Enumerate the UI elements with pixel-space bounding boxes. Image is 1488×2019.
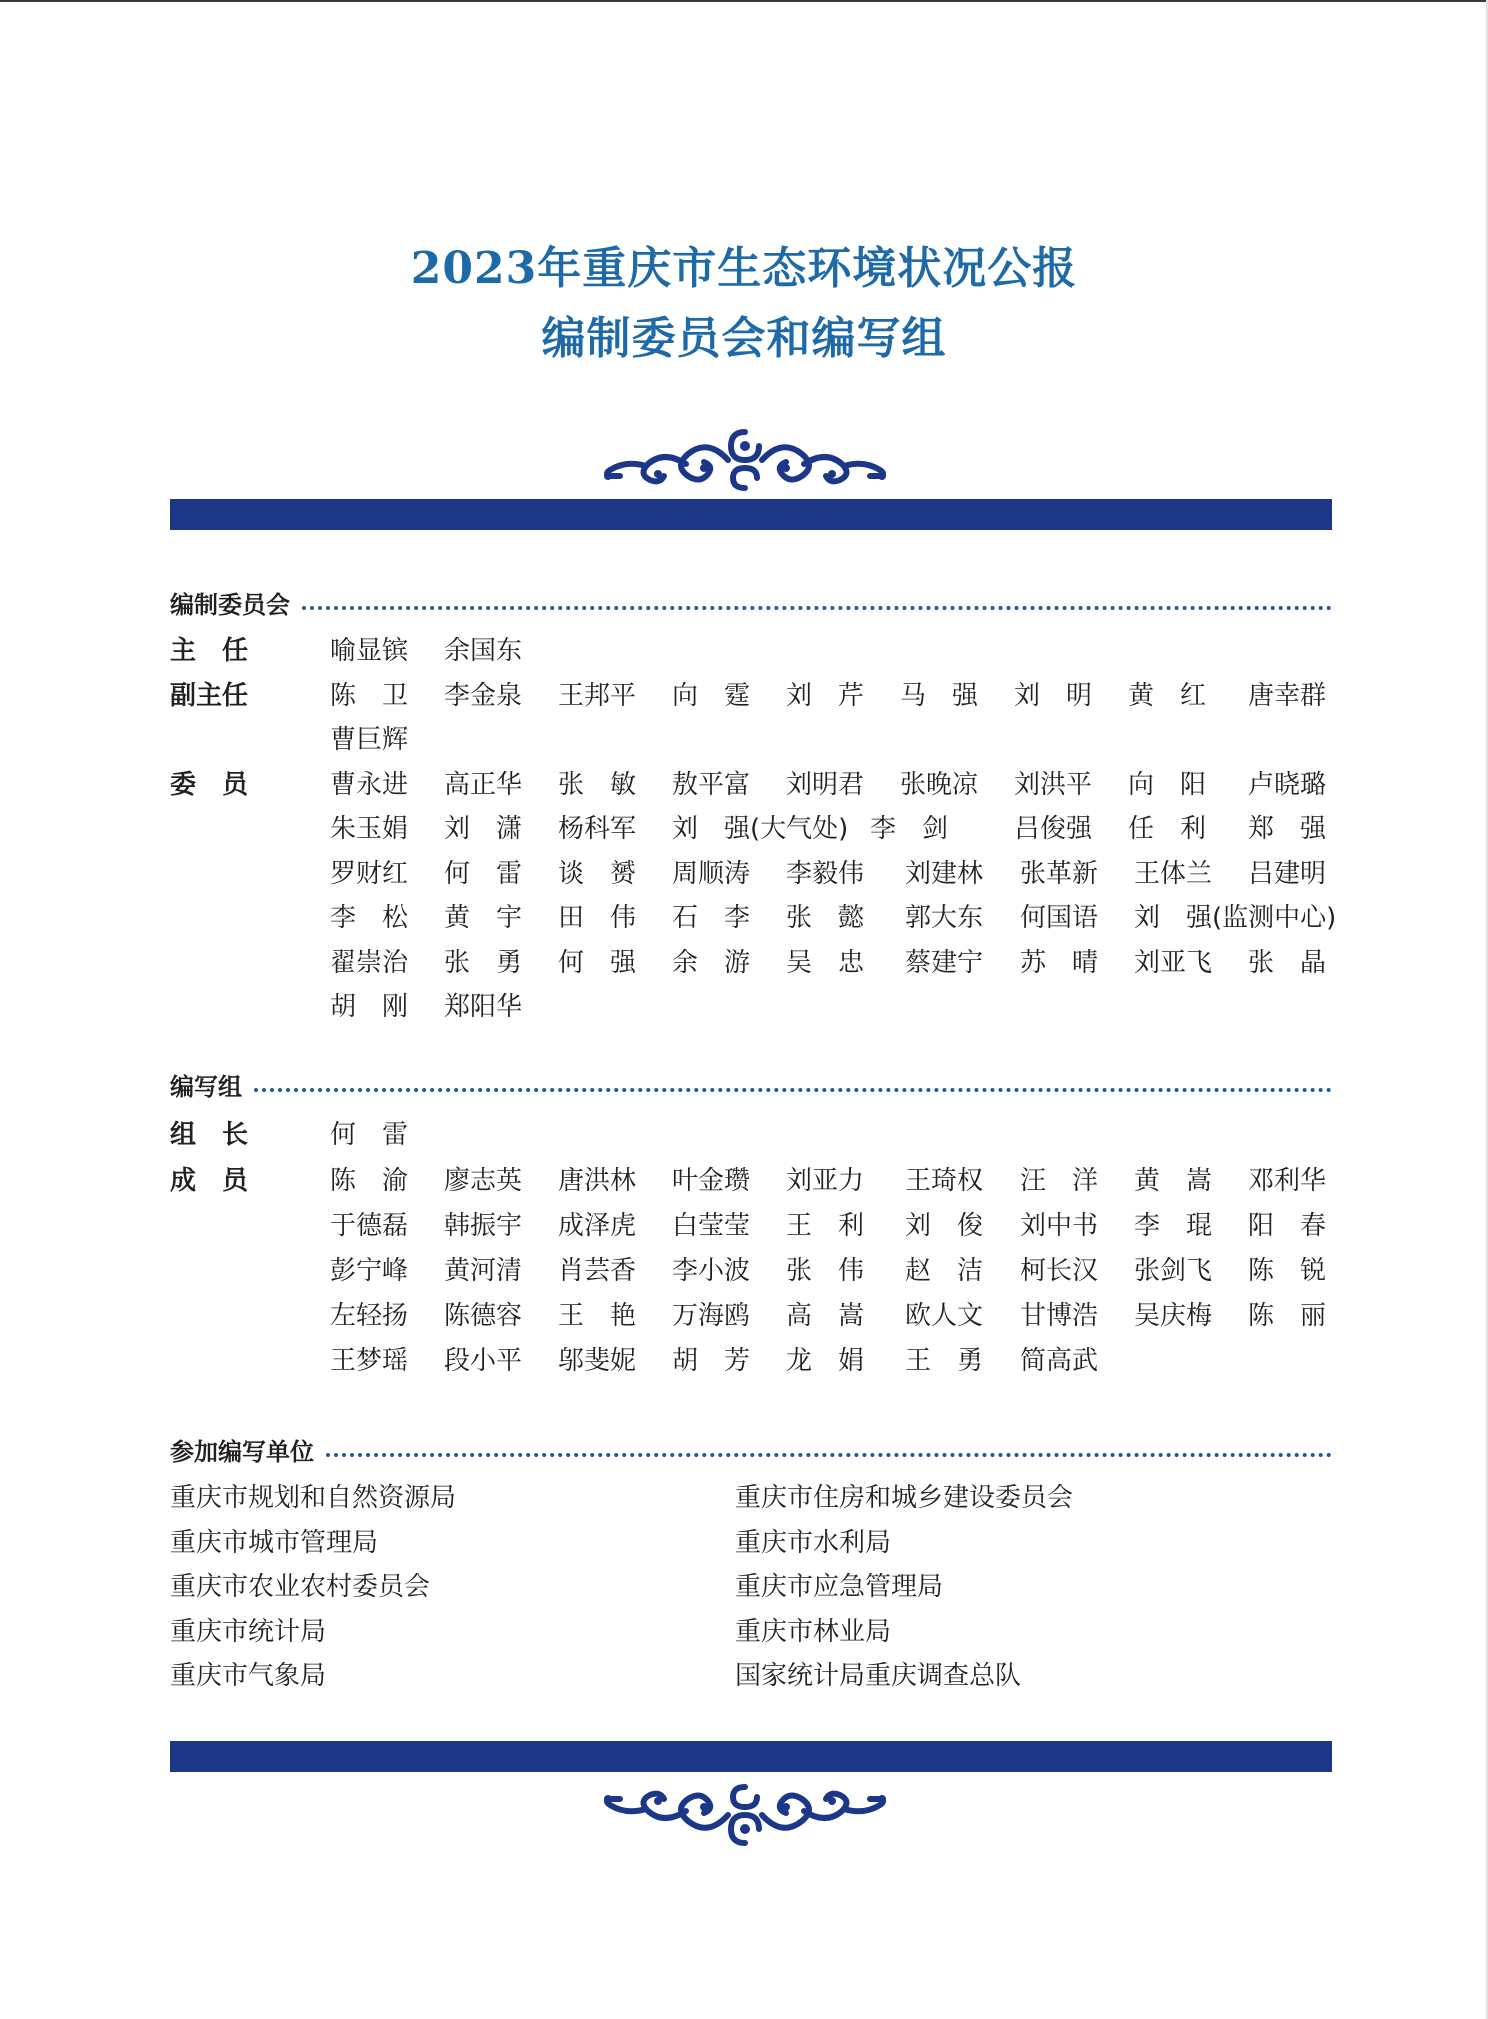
name: 万海鸥 [672,1301,751,1331]
name: 张革新 [1020,859,1099,889]
name: 韩振宇 [444,1211,523,1241]
name: 何 雷 [444,859,523,889]
name: 李毅伟 [786,859,865,889]
name: 何 强 [558,948,637,978]
name: 白莹莹 [672,1211,751,1241]
name: 左轻扬 [330,1301,409,1331]
unit-left: 重庆市农业农村委员会 [170,1572,431,1602]
name: 李 松 [330,903,409,933]
name: 陈 渝 [330,1166,409,1196]
name: 向 霆 [672,681,751,711]
top-border [0,0,1488,2]
dotted-leader [302,602,1332,610]
writing-group-heading: 编写组 [170,1073,242,1101]
name: 王 艳 [558,1301,637,1331]
name: 黄河清 [444,1256,523,1286]
name: 任 利 [1128,814,1207,844]
unit-right: 重庆市水利局 [735,1528,892,1558]
name: 朱玉娟 [330,814,409,844]
name: 王 勇 [905,1346,984,1376]
committee-heading-row [170,585,1332,620]
name: 肖芸香 [558,1256,637,1286]
unit-left: 重庆市统计局 [170,1617,327,1647]
name: 刘 芹 [786,681,865,711]
name: 陈德容 [444,1301,523,1331]
name: 刘中书 [1020,1211,1099,1241]
name: 汪 洋 [1020,1166,1099,1196]
name: 马 强 [900,681,979,711]
units-heading: 参加编写单位 [170,1438,314,1466]
name: 吴 忠 [786,948,865,978]
name: 吕建明 [1248,859,1327,889]
name: 高 嵩 [786,1301,865,1331]
name: 李 琨 [1134,1211,1213,1241]
name: 邬斐妮 [558,1346,637,1376]
name: 刘亚力 [786,1166,865,1196]
name: 吕俊强 [1014,814,1093,844]
name: 张 勇 [444,948,523,978]
name: 杨科军 [558,814,637,844]
name: 卢晓璐 [1248,770,1327,800]
name: 何国语 [1020,903,1099,933]
name: 王邦平 [558,681,637,711]
name: 段小平 [444,1346,523,1376]
name: 成泽虎 [558,1211,637,1241]
name: 张 懿 [786,903,865,933]
name: 王 利 [786,1211,865,1241]
name: 李金泉 [444,681,523,711]
name: 何 雷 [330,1120,409,1150]
top-blue-bar [170,499,1332,530]
name: 余国东 [444,636,523,666]
name: 柯长汉 [1020,1256,1099,1286]
role-label: 委 员 [170,770,249,800]
name: 郑 强 [1248,814,1327,844]
name: 龙 娟 [786,1346,865,1376]
name: 甘博浩 [1020,1301,1099,1331]
name: 陈 卫 [330,681,409,711]
name: 谈 赟 [558,859,637,889]
name: 陈 丽 [1248,1301,1327,1331]
name: 刘 强(大气处) [672,814,849,844]
name: 欧人文 [905,1301,984,1331]
dotted-leader [326,1449,1332,1457]
units-heading-row [170,1432,1332,1467]
name: 刘亚飞 [1134,948,1213,978]
name: 张晚凉 [900,770,979,800]
name: 罗财红 [330,859,409,889]
name: 王梦瑶 [330,1346,409,1376]
name: 李 剑 [870,814,949,844]
unit-left: 重庆市城市管理局 [170,1528,379,1558]
name: 周顺涛 [672,859,751,889]
name: 赵 洁 [905,1256,984,1286]
name: 曹永进 [330,770,409,800]
page-title: 2023年重庆市生态环境状况公报 [410,243,1078,294]
name: 曹巨辉 [330,725,409,755]
name: 向 阳 [1128,770,1207,800]
name: 张 敏 [558,770,637,800]
name: 黄 宇 [444,903,523,933]
writing-group-heading-row [170,1067,1332,1102]
name: 黄 红 [1128,681,1207,711]
name: 喻显镔 [330,636,409,666]
name: 郭大东 [905,903,984,933]
name: 李小波 [672,1256,751,1286]
name: 胡 刚 [330,992,409,1022]
cloud-ornament-icon [600,1775,890,1855]
name: 高正华 [444,770,523,800]
name: 廖志英 [444,1166,523,1196]
unit-right: 重庆市林业局 [735,1617,892,1647]
name: 叶金瓒 [672,1166,751,1196]
cloud-ornament-icon [600,420,890,500]
role-label: 主 任 [170,636,249,666]
name: 唐幸群 [1248,681,1327,711]
name: 刘 强(监测中心) [1134,903,1337,933]
name: 石 李 [672,903,751,933]
name: 张 伟 [786,1256,865,1286]
name: 田 伟 [558,903,637,933]
name: 唐洪林 [558,1166,637,1196]
name: 胡 芳 [672,1346,751,1376]
page-subtitle: 编制委员会和编写组 [541,313,947,364]
unit-left: 重庆市规划和自然资源局 [170,1483,457,1513]
unit-right: 重庆市应急管理局 [735,1572,944,1602]
name: 刘明君 [786,770,865,800]
name: 翟崇治 [330,948,409,978]
name: 阳 春 [1248,1211,1327,1241]
name: 吴庆梅 [1134,1301,1213,1331]
name: 苏 晴 [1020,948,1099,978]
name: 郑阳华 [444,992,523,1022]
name: 邓利华 [1248,1166,1327,1196]
name: 蔡建宁 [905,948,984,978]
name: 刘 俊 [905,1211,984,1241]
name: 王琦权 [905,1166,984,1196]
name: 刘 潇 [444,814,523,844]
unit-left: 重庆市气象局 [170,1661,327,1691]
role-label: 成 员 [170,1166,249,1196]
role-label: 组 长 [170,1120,249,1150]
name: 彭宁峰 [330,1256,409,1286]
name: 敖平富 [672,770,751,800]
name: 黄 嵩 [1134,1166,1213,1196]
name: 刘建林 [905,859,984,889]
name: 刘 明 [1014,681,1093,711]
unit-right: 国家统计局重庆调查总队 [735,1661,1022,1691]
unit-right: 重庆市住房和城乡建设委员会 [735,1483,1074,1513]
role-label: 副主任 [170,681,249,711]
bottom-blue-bar [170,1741,1332,1772]
name: 王体兰 [1134,859,1213,889]
name: 张剑飞 [1134,1256,1213,1286]
name: 简高武 [1020,1346,1099,1376]
committee-heading: 编制委员会 [170,591,290,619]
name: 张 晶 [1248,948,1327,978]
name: 刘洪平 [1014,770,1093,800]
name: 陈 锐 [1248,1256,1327,1286]
name: 余 游 [672,948,751,978]
dotted-leader [254,1084,1332,1092]
name: 于德磊 [330,1211,409,1241]
